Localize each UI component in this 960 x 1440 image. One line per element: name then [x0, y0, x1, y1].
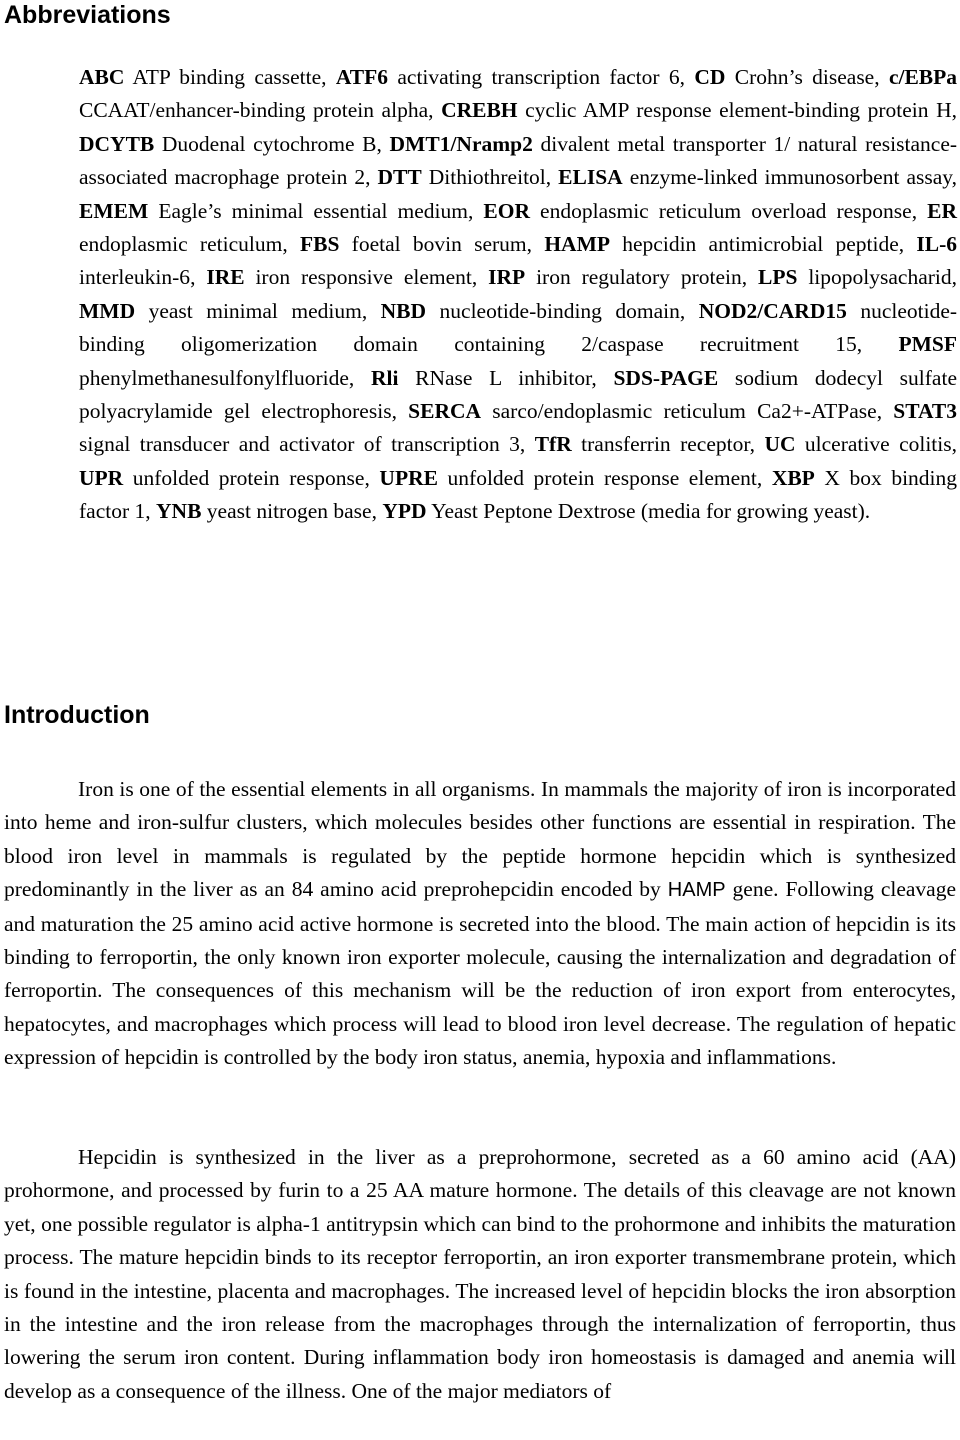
abbreviation-definition: nucleotide-binding domain: [439, 298, 680, 323]
introduction-heading: Introduction: [4, 701, 150, 729]
abbreviation-term: XBP: [771, 465, 815, 490]
abbreviation-definition: foetal bovin serum: [351, 232, 527, 257]
abbreviation-term: ELISA: [558, 165, 623, 190]
abbreviation-term: IL-6: [916, 232, 958, 257]
abbreviation-term: EOR: [483, 198, 530, 223]
abbreviation-definition: lipopolysacharid: [808, 265, 952, 290]
abbreviation-term: UPR: [79, 465, 124, 490]
abbreviation-term: CREBH: [441, 98, 518, 123]
abbreviation-term: SDS-PAGE: [613, 365, 719, 390]
paragraph-text: gene. Following cleavage and maturation the 25 amino acid active hormone is secreted into the blood. The main action of hepcidin is its binding to ferroportin, the only known iron exporter molecule, causing the internalization and degradation of ferroportin. The consequences of this mechanism will be the reduction of iron export from enterocytes, hepatocytes, and macrophages which process will lead to blood iron level decrease. The regulation of hepatic expression of hepcidin is controlled by the body iron status, anemia, hypoxia and inflammations.: [4, 877, 957, 1070]
abbreviation-definition: enzyme-linked immunosorbent assay: [629, 165, 952, 190]
abbreviation-definition: X box binding factor 1: [79, 465, 958, 524]
abbreviation-definition: sarco/endoplasmic reticulum Ca2+-ATPase: [492, 399, 877, 424]
abbreviation-term: FBS: [299, 232, 340, 257]
abbreviation-definition: yeast nitrogen base: [206, 499, 372, 524]
abbreviation-term: IRP: [488, 265, 526, 290]
abbreviation-term: TfR: [534, 432, 572, 457]
abbreviation-definition: Dithiothreitol: [428, 165, 546, 190]
abbreviation-definition: divalent metal transporter 1/ natural resistance-associated macrophage protein 2: [79, 131, 958, 190]
abbreviation-definition: Crohn’s disease: [734, 65, 875, 89]
abbreviation-term: HAMP: [544, 232, 610, 257]
abbreviation-definition: endoplasmic reticulum overload response: [540, 198, 912, 223]
abbreviation-definition: RNase L inhibitor: [415, 365, 592, 390]
abbreviation-definition: activating transcription factor 6: [397, 65, 680, 89]
abbreviation-definition: ATP binding cassette: [132, 65, 322, 89]
introduction-paragraph-2: Hepcidin is synthesized in the liver as a preprohormone, secreted as a 60 amino acid (AA) prohormone, and processed by furin to a 25 AA mature hormone. The details of this cleavage are not known yet, one possible regulator is alpha-1 antitrypsin which can bind to the prohormone and inhibits the maturation process. The mature hepcidin binds to its receptor ferroportin, an iron exporter transmembrane protein, which is found in the intestine, placenta and macrophages. The increased level of hepcidin blocks the iron absorption in the intestine and the iron release from the macrophages through the internalization of ferroportin, thus lowering the serum iron content. During inflammation body iron homeostasis is damaged and anemia will develop as a consequence of the illness. One of the major mediators of: [4, 1145, 956, 1403]
abbreviation-term: UC: [764, 432, 796, 457]
abbreviation-definition: interleukin-6: [79, 265, 191, 290]
abbreviation-definition: yeast minimal medium: [148, 298, 362, 323]
abbreviation-definition: ulcerative colitis: [804, 432, 952, 457]
abbreviation-definition: phenylmethanesulfonylfluoride: [79, 365, 349, 390]
abbreviation-definition: nucleotide-binding oligomerization domain containing 2/caspase recruitment 15: [79, 298, 958, 357]
abbreviation-definition: unfolded protein response: [132, 465, 365, 490]
abbreviation-term: DTT: [377, 165, 422, 190]
abbreviation-definition: unfolded protein response element: [447, 465, 757, 490]
abbreviation-term: NOD2/CARD15: [698, 298, 847, 323]
abbreviation-term: EMEM: [79, 198, 149, 223]
abbreviation-definition: iron responsive element: [255, 265, 472, 290]
abbreviations-heading: Abbreviations: [4, 1, 171, 29]
abbreviation-definition: cyclic AMP response element-binding protein H: [525, 98, 952, 123]
abbreviation-term: ABC: [79, 65, 125, 89]
abbreviation-term: MMD: [79, 298, 136, 323]
abbreviation-definition: Duodenal cytochrome B: [161, 131, 377, 156]
abbreviation-term: DCYTB: [79, 131, 155, 156]
abbreviation-definition: Yeast Peptone Dextrose (media for growing yeast).: [431, 499, 871, 524]
abbreviation-term: NBD: [380, 298, 427, 323]
abbreviation-term: LPS: [758, 265, 798, 290]
abbreviation-term: Rli: [370, 365, 399, 390]
abbreviation-definition: hepcidin antimicrobial peptide: [622, 232, 899, 257]
abbreviation-term: YPD: [382, 499, 427, 524]
abbreviations-list: ABC ATP binding cassette, ATF6 activating transcription factor 6, CD Crohn’s disease, c/EBPa CCAAT/enhancer-binding protein alpha, CREBH cyclic AMP response element-binding protein H, DCYTB Duodenal cytochrome B, DMT1/Nramp2 divalent metal transporter 1/ natural resistance-associated macrophage protein 2, DTT Dithiothreitol, ELISA enzyme-linked immunosorbent assay, EMEM Eagle’s minimal essential medium, EOR endoplasmic reticulum overload response, ER endoplasmic reticulum, FBS foetal bovin serum, HAMP hepcidin antimicrobial peptide, IL-6 interleukin-6, IRE iron responsive element, IRP iron regulatory protein, LPS lipopolysacharid, MMD yeast minimal medium, NBD nucleotide-binding domain, NOD2/CARD15 nucleotide-binding oligomerization domain containing 2/caspase recruitment 15, PMSF phenylmethanesulfonylfluoride, Rli RNase L inhibitor, SDS-PAGE sodium dodecyl sulfate polyacrylamide gel electrophoresis, SERCA sarco/endoplasmic reticulum Ca2+-ATPase, STAT3 signal transducer and activator of transcription 3, TfR transferrin receptor, UC ulcerative colitis, UPR unfolded protein response, UPRE unfolded protein response element, XBP X box binding factor 1, YNB yeast nitrogen base, YPD Yeast Peptone Dextrose (media for growing yeast).: [79, 65, 958, 524]
abbreviation-term: CD: [694, 65, 726, 89]
gene-name: HAMP: [667, 879, 726, 902]
abbreviation-definition: transferrin receptor: [581, 432, 750, 457]
abbreviation-definition: CCAAT/enhancer-binding protein alpha: [79, 98, 429, 123]
abbreviation-term: ATF6: [335, 65, 389, 89]
abbreviation-term: IRE: [206, 265, 245, 290]
abbreviation-term: DMT1/Nramp2: [389, 131, 533, 156]
abbreviation-definition: Eagle’s minimal essential medium: [158, 198, 468, 223]
abbreviation-term: SERCA: [408, 399, 482, 424]
abbreviation-term: YNB: [156, 499, 202, 524]
abbreviation-term: PMSF: [898, 332, 957, 357]
abbreviation-term: UPRE: [379, 465, 438, 490]
abbreviation-definition: sodium dodecyl sulfate polyacrylamide gel electrophoresis: [79, 365, 957, 424]
paragraph-text: Iron is one of the essential elements in all organisms. In mammals the majority of iron is incorporated into heme and iron-sulfur clusters, which molecules besides other functions are essential in respiration. The blood iron level in mammals is regulated by the peptide hormone hepcidin which is synthesized predominantly in the liver as an 84 amino acid preprohepcidin encoded by: [4, 777, 956, 902]
abbreviation-term: c/EBPa: [888, 65, 958, 89]
abbreviation-definition: endoplasmic reticulum: [79, 232, 283, 257]
abbreviation-term: STAT3: [893, 399, 958, 424]
abbreviation-term: ER: [927, 198, 958, 223]
introduction-paragraph-1: [4, 773, 956, 1075]
abbreviation-definition: signal transducer and activator of transcription 3: [79, 432, 520, 457]
abbreviation-definition: iron regulatory protein: [536, 265, 742, 290]
